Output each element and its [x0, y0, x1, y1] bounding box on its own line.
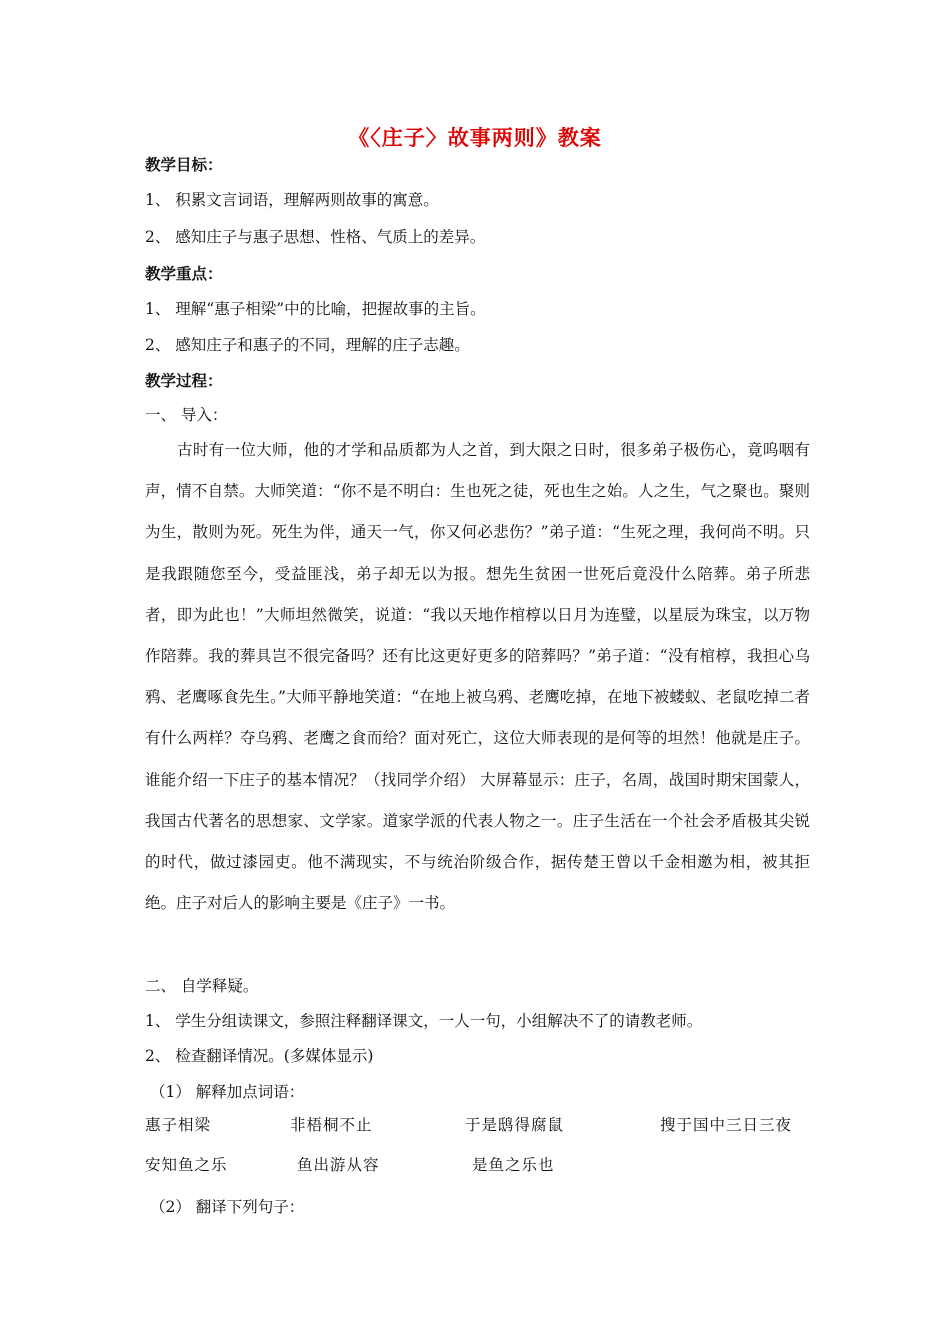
sub-heading-vocab: （1） 解释加点词语： — [150, 1083, 305, 1101]
vocab-item: 惠子相梁 — [145, 1116, 212, 1134]
intro-paragraph: 古时有一位大师，他的才学和品质都为人之首，到大限之日时，很多弟子极伤心，竟呜咽有声，情不自禁。大师笑道：“你不是不明白：生也死之徒，死也生之始。人之生，气之聚也。聚则为生，散则为死。死生为伴，通天一气，你又何必悲伤？”弟子道：“生死之理，我何尚不明。只是我跟随您至今，受益匪浅，弟子却无以为报。想先生贫困一世死后竟没什么陪葬。弟子所悲者，即为此也！”大师坦然微笑，说道：“我以天地作棺椁以日月为连璧，以星辰为珠宝，以万物作陪葬。我的葬具岂不很完备吗？还有比这更好更多的陪葬吗？”弟子道：“没有棺椁，我担心乌鸦、老鹰啄食先生。”大师平静地笑道：“在地上被乌鸦、老鹰吃掉，在地下被蝼蚁、老鼠吃掉二者有什么两样？夺乌鸦、老鹰之食而给？面对死亡，这位大师表现的是何等的坦然！他就是庄子。谁能介绍一下庄子的基本情况？（找同学介绍） 大屏幕显示：庄子，名周，战国时期宋国蒙人，我国古代著名的思想家、文学家。道家学派的代表人物之一。庄子生活在一个社会矛盾极其尖锐的时代，做过漆园吏。他不满现实，不与统治阶级合作，据传楚王曾以千金相邀为相，被其拒绝。庄子对后人的影响主要是《庄子》一书。 — [145, 441, 810, 913]
vocab-item: 鱼出游从容 — [297, 1156, 380, 1174]
step-one-label: 一、 导入： — [145, 406, 228, 424]
vocab-item: 非梧桐不止 — [290, 1116, 373, 1134]
step-two-item: 1、 学生分组读课文，参照注释翻译课文，一人一句，小组解决不了的请教老师。 — [145, 1012, 703, 1030]
sub-heading-translate: （2） 翻译下列句子： — [150, 1198, 305, 1216]
document-title: 《〈庄子〉故事两则》教案 — [348, 125, 602, 150]
keypoints-heading: 教学重点： — [145, 264, 223, 283]
process-heading: 教学过程： — [145, 371, 223, 390]
vocab-item: 安知鱼之乐 — [145, 1156, 228, 1174]
vocab-item: 于是鸱得腐鼠 — [465, 1116, 565, 1134]
keypoint-item: 2、 感知庄子和惠子的不同，理解的庄子志趣。 — [145, 336, 470, 354]
vocab-item: 是鱼之乐也 — [472, 1156, 555, 1174]
step-two-item: 2、 检查翻译情况。(多媒体显示) — [145, 1047, 374, 1065]
goal-item: 1、 积累文言词语，理解两则故事的寓意。 — [145, 191, 439, 209]
vocab-item: 搜于国中三日三夜 — [660, 1116, 793, 1134]
keypoint-item: 1、 理解“惠子相梁”中的比喻，把握故事的主旨。 — [145, 300, 486, 318]
step-two-label: 二、 自学释疑。 — [145, 977, 259, 995]
goal-item: 2、 感知庄子与惠子思想、性格、气质上的差异。 — [145, 228, 486, 246]
goals-heading: 教学目标： — [145, 155, 223, 174]
